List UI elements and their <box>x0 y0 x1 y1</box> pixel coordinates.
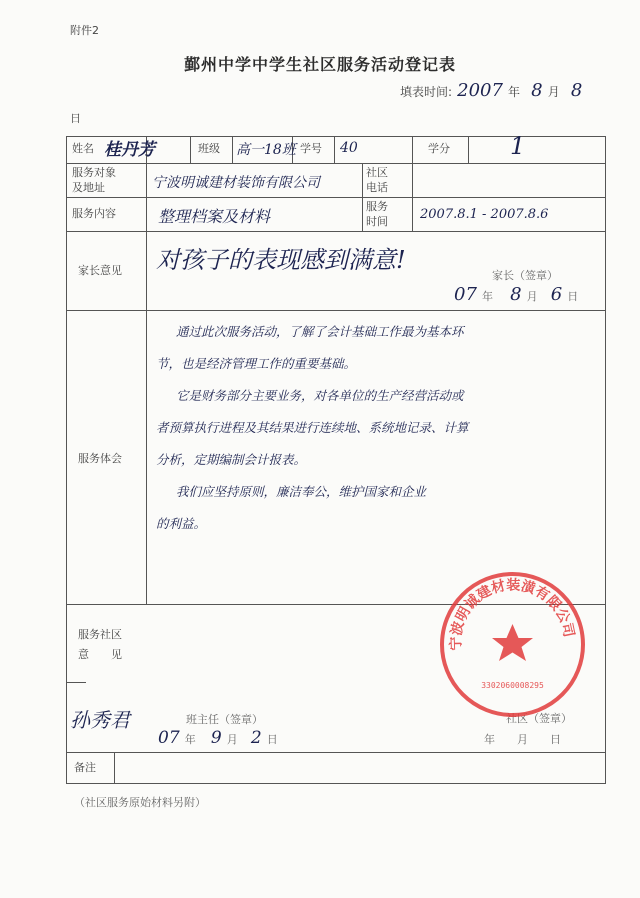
community-sign-date: 年 月 日 <box>484 733 561 746</box>
grid-line <box>66 231 606 232</box>
teacher-sign-date <box>158 728 278 748</box>
company-seal <box>440 572 585 717</box>
parent-date-day-suffix: 日 <box>567 290 579 303</box>
credit-value: 1 <box>510 132 526 160</box>
class-value: 高一18班 <box>236 142 296 158</box>
time-value: 2007.8.1 - 2007.8.6 <box>420 207 549 222</box>
grid-line <box>66 197 606 198</box>
parent-date-day: 6 <box>550 284 563 305</box>
teacher-date-year: 07 <box>158 728 180 748</box>
target-label-line-2: 及地址 <box>72 181 105 194</box>
name-value: 桂丹芳 <box>104 140 155 160</box>
seal-star-icon <box>492 624 533 661</box>
parent-sign-date <box>454 284 578 305</box>
teacher-date-month-suffix: 月 <box>226 733 238 746</box>
grid-line <box>605 136 606 783</box>
experience-text <box>156 316 601 540</box>
parent-date-month-suffix: 月 <box>526 290 538 303</box>
form-title: 鄞州中学中学生社区服务活动登记表 <box>183 55 456 74</box>
community-label-line-2: 意 见 <box>78 648 122 661</box>
teacher-date-year-suffix: 年 <box>184 733 196 746</box>
teacher-date-day: 2 <box>250 728 262 748</box>
grid-line <box>232 136 233 163</box>
class-label: 班级 <box>198 142 220 155</box>
experience-label: 服务体会 <box>78 452 122 465</box>
grid-line <box>66 682 86 683</box>
teacher-date-month: 9 <box>210 728 222 748</box>
time-label-line-2: 时间 <box>366 215 388 228</box>
parent-sign-label: 家长（签章） <box>492 269 558 282</box>
grid-line <box>412 163 413 231</box>
grid-line <box>66 783 606 784</box>
experience-line: 它是财务部分主要业务，对各单位的生产经营活动或 <box>176 388 464 403</box>
community-sign-label: 社区（签章） <box>506 712 572 725</box>
grid-line <box>362 163 363 231</box>
teacher-sign-label: 班主任（签章） <box>186 713 263 726</box>
fill-date-day-suffix: 日 <box>70 112 81 125</box>
fill-date-month: 8 <box>531 80 543 101</box>
fill-date-label: 填表时间: <box>400 85 453 99</box>
parent-date-month: 8 <box>510 284 522 305</box>
grid-line <box>66 136 67 783</box>
grid-line <box>190 136 191 163</box>
time-label-line-1: 服务 <box>366 200 388 213</box>
grid-line <box>146 136 147 604</box>
parent-opinion-text: 对孩子的表现感到满意! <box>156 246 406 274</box>
grid-line <box>66 163 606 164</box>
parent-date-year: 07 <box>454 284 477 305</box>
footer-note: （社区服务原始材料另附） <box>74 796 206 809</box>
name-label: 姓名 <box>72 142 94 155</box>
experience-line: 我们应坚持原则，廉洁奉公，维护国家和企业 <box>176 484 427 499</box>
phone-label-line-2: 电话 <box>366 181 388 194</box>
experience-line: 分析，定期编制会计报表。 <box>156 452 307 467</box>
target-label-line-1: 服务对象 <box>72 166 116 179</box>
grid-line <box>66 752 606 753</box>
target-value: 宁波明诚建材装饰有限公司 <box>152 175 320 191</box>
experience-line: 节，也是经济管理工作的重要基础。 <box>156 356 357 371</box>
student-no-value: 40 <box>340 140 358 156</box>
parent-date-year-suffix: 年 <box>482 290 493 303</box>
remarks-label: 备注 <box>74 761 96 774</box>
content-value: 整理档案及材料 <box>158 207 271 226</box>
teacher-date-day-suffix: 日 <box>266 733 278 746</box>
attachment-label: 附件2 <box>70 24 99 37</box>
experience-line: 通过此次服务活动，了解了会计基础工作最为基本环 <box>176 324 464 339</box>
fill-date-month-suffix: 月 <box>547 85 560 99</box>
parent-opinion-label: 家长意见 <box>78 264 122 277</box>
grid-line <box>114 752 115 783</box>
seal-code: 3302060008295 <box>481 681 544 690</box>
community-label-line-1: 服务社区 <box>78 628 122 641</box>
teacher-signature: 孙秀君 <box>70 708 130 732</box>
seal-graphic <box>444 576 581 713</box>
fill-date-year-suffix: 年 <box>508 85 521 99</box>
experience-line: 者预算执行进程及其结果进行连续地、系统地记录、计算 <box>156 420 469 435</box>
fill-date <box>400 80 582 101</box>
fill-date-year: 2007 <box>457 80 503 101</box>
grid-line <box>66 310 606 311</box>
student-no-label: 学号 <box>300 142 322 155</box>
content-label: 服务内容 <box>72 207 116 220</box>
seal-text: 宁波明诚建材装潢有限公司 <box>448 577 577 651</box>
grid-line <box>412 136 413 163</box>
fill-date-day: 8 <box>570 80 583 101</box>
grid-line <box>468 136 469 163</box>
credit-label: 学分 <box>428 142 450 155</box>
grid-line <box>334 136 335 163</box>
phone-label-line-1: 社区 <box>366 166 388 179</box>
experience-line: 的利益。 <box>156 516 207 531</box>
